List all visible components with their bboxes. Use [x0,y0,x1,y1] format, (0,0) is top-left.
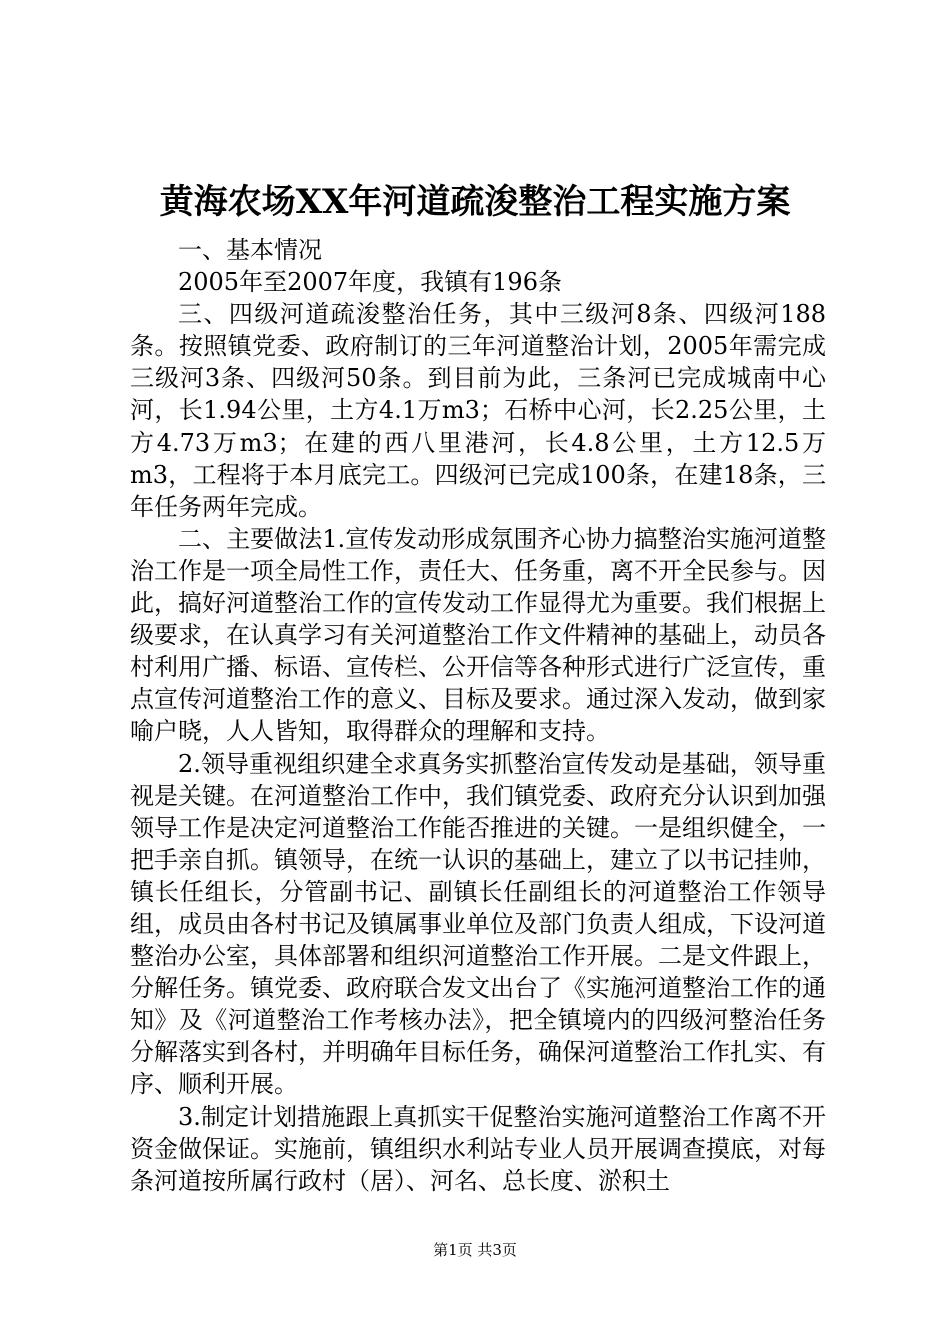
page-number-footer: 第1页 共3页 [433,1241,517,1259]
document-title: 黄海农场XX年河道疏浚整治工程实施方案 [159,182,791,222]
document-body [130,234,826,1197]
paragraph-progress: 三、四级河道疏浚整治任务，其中三级河8条、四级河188条。按照镇党委、政府制订的三年河道整治计划，2005年需完成三级河3条、四级河50条。到目前为此，三条河已完成城南中心河，长1.94公里，土方4.1万m3；石桥中心河，长2.25公里，土方4.73万m3；在建的西八里港河，长4.8公里，土方12.5万m3，工程将于本月底完工。四级河已完成100条，在建18条，三年任务两年完成。 [130,300,826,521]
paragraph-leadership: 2.领导重视组织建全求真务实抓整治宣传发动是基础，领导重视是关键。在河道整治工作中，我们镇党委、政府充分认识到加强领导工作是决定河道整治工作能否推进的关键。一是组织健全，一把手亲自抓。镇领导，在统一认识的基础上，建立了以书记挂帅，镇长任组长，分管副书记、副镇长任副组长的河道整治工作领导组，成员由各村书记及镇属事业单位及部门负责人组成，下设河道整治办公室，具体部署和组织河道整治工作开展。二是文件跟上，分解任务。镇党委、政府联合发文出台了《实施河道整治工作的通知》及《河道整治工作考核办法》，把全镇境内的四级河整治任务分解落实到各村，并明确年目标任务，确保河道整治工作扎实、有序、顺利开展。 [130,749,826,1099]
paragraph-task-overview: 2005年至2007年度，我镇有196条 [178,268,562,297]
paragraph-planning: 3.制定计划措施跟上真抓实干促整治实施河道整治工作离不开资金做保证。实施前，镇组织水利站专业人员开展调查摸底，对每条河道按所属行政村（居）、河名、总长度、淤积土 [130,1102,826,1195]
paragraph-basic-situation-heading: 一、基本情况 [178,236,322,264]
paragraph-publicity: 二、主要做法1.宣传发动形成氛围齐心协力搞整治实施河道整治工作是一项全局性工作，责任大、任务重，离不开全民参与。因此，搞好河道整治工作的宣传发动工作显得尤为重要。我们根据上级要求，在认真学习有关河道整治工作文件精神的基础上，动员各村利用广播、标语、宣传栏、公开信等各种形式进行广泛宣传，重点宣传河道整治工作的意义、目标及要求。通过深入发动，做到家喻户晓，人人皆知，取得群众的理解和支持。 [130,524,826,746]
